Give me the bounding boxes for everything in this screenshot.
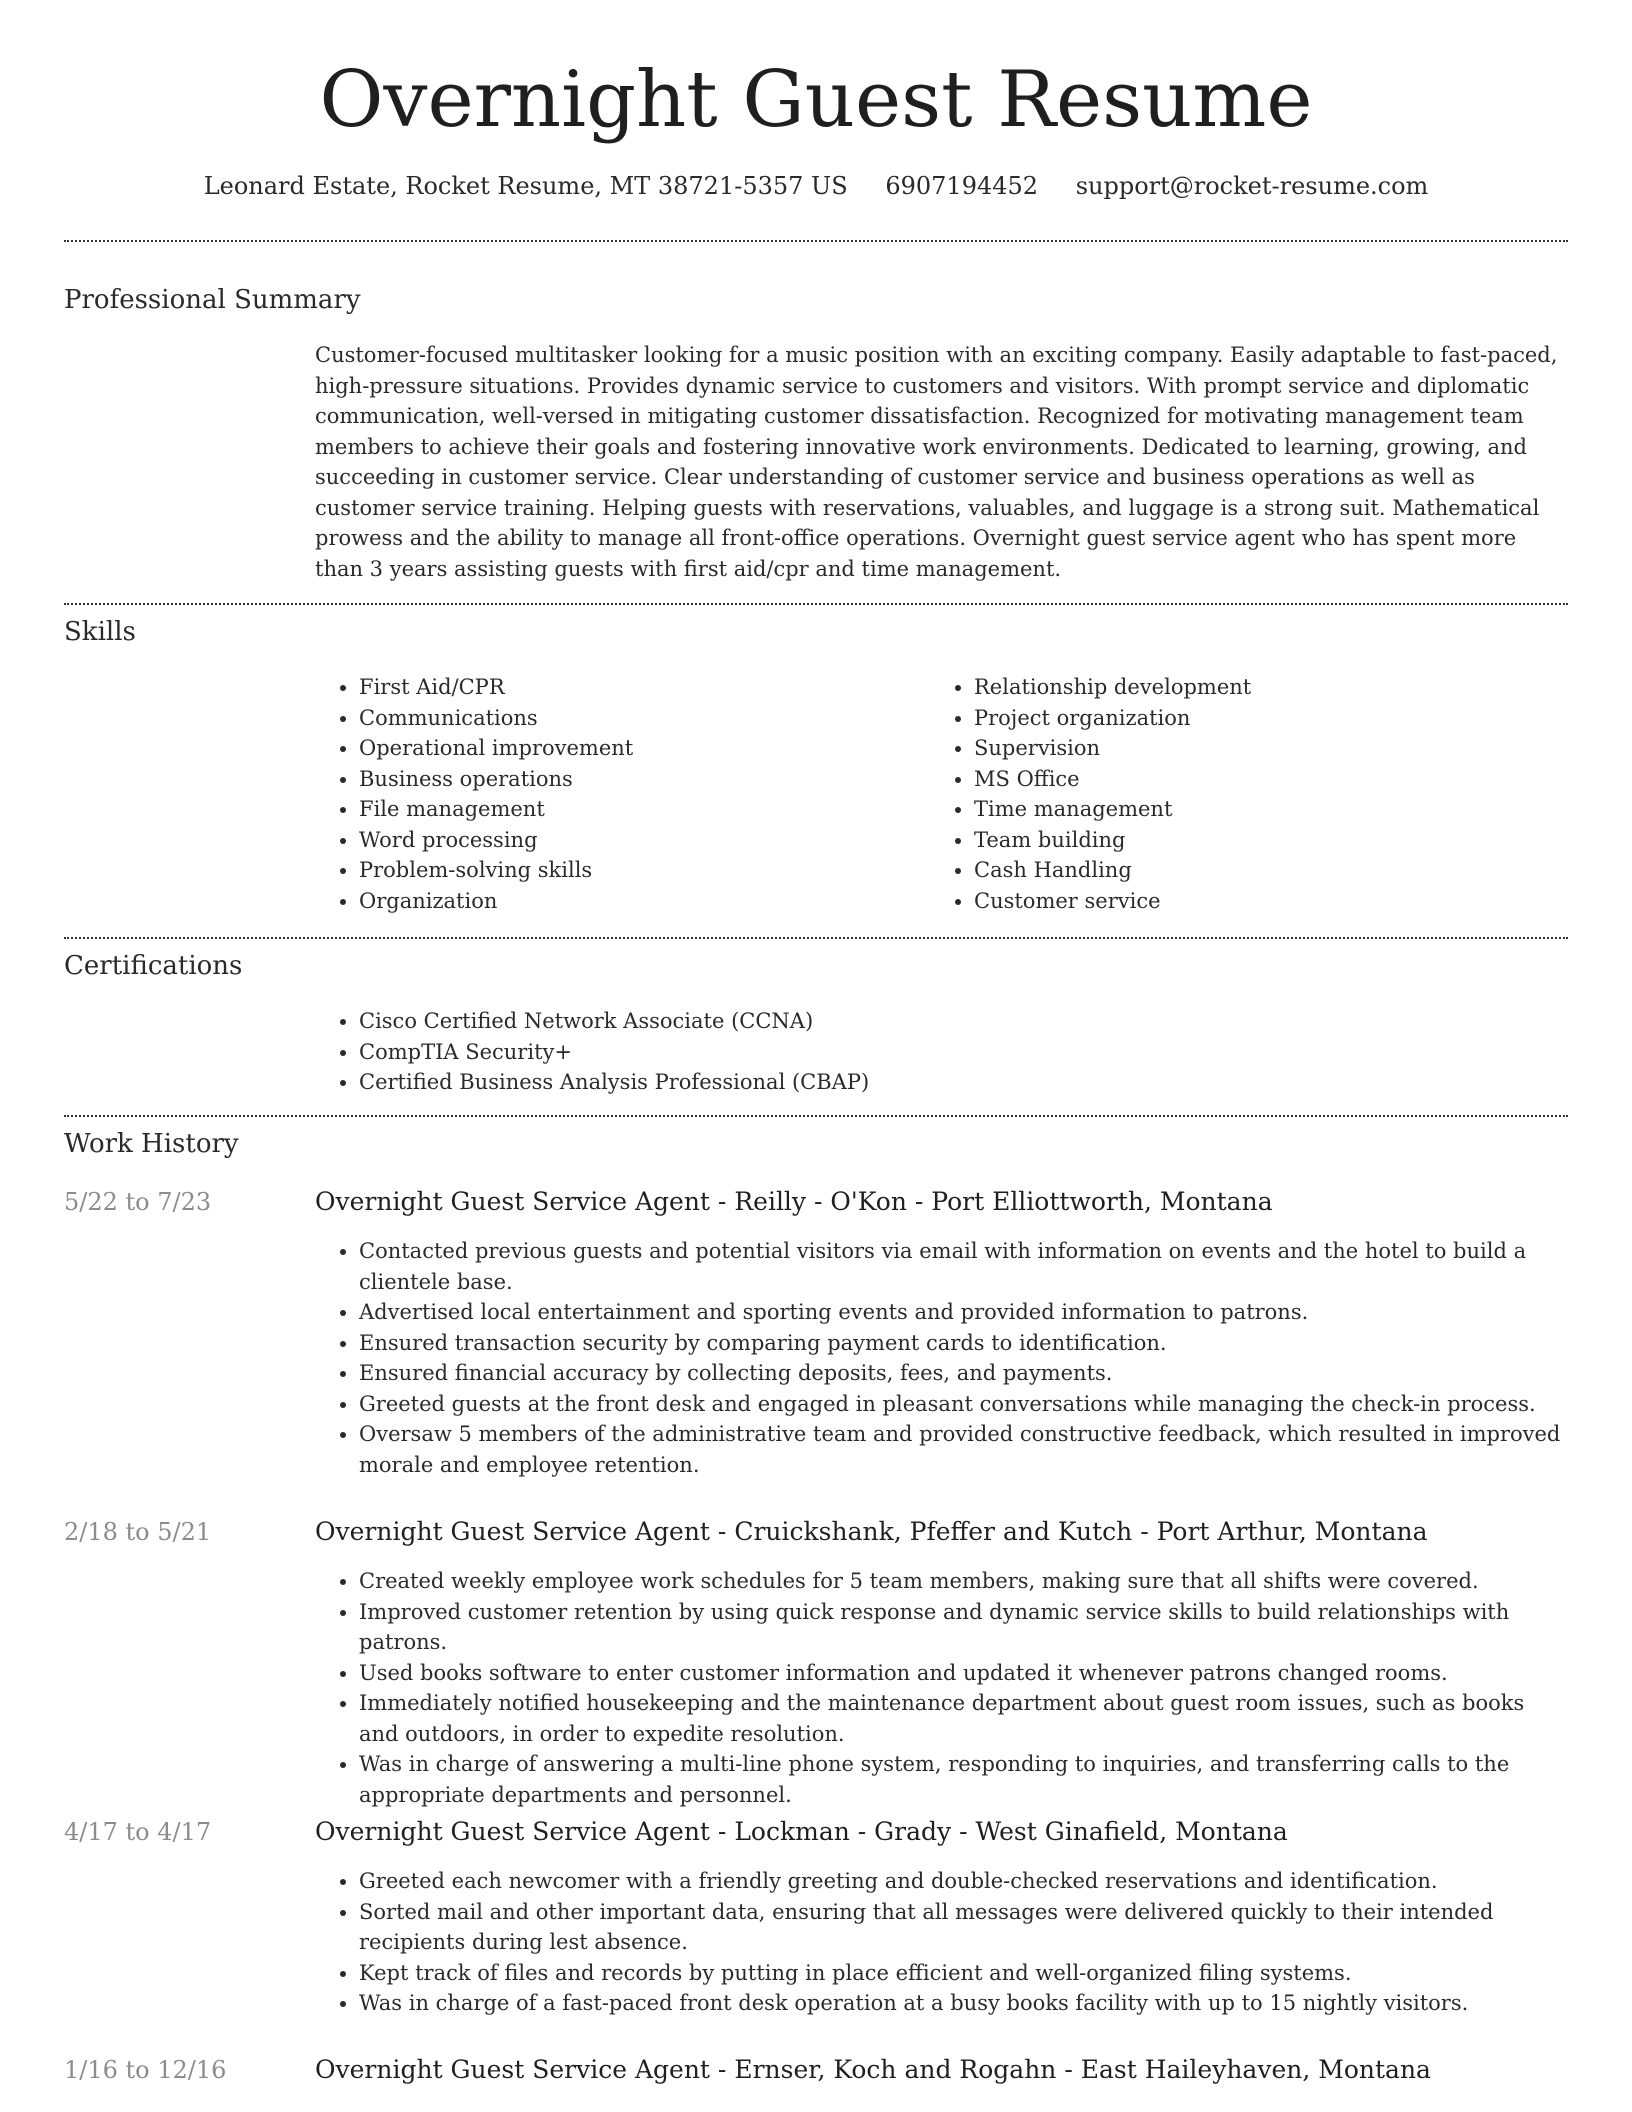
job-bullet-list <box>315 1566 1570 1810</box>
skills-right-list <box>930 672 1530 916</box>
job-dates: 4/17 to 4/17 <box>64 1818 212 1846</box>
divider <box>64 937 1568 939</box>
job-bullets <box>315 1566 1570 1810</box>
list-item: • Relationship development <box>974 672 1530 703</box>
list-item: • Organization <box>359 886 915 917</box>
contact-line <box>0 170 1632 202</box>
list-item: • Cash Handling <box>974 855 1530 886</box>
list-item: • Project organization <box>974 703 1530 734</box>
divider <box>64 603 1568 605</box>
list-item: • Customer service <box>974 886 1530 917</box>
job-title: Overnight Guest Service Agent - Lockman - Grady - West Ginafield, Montana <box>315 1817 1288 1846</box>
divider <box>64 240 1568 242</box>
list-item: • Greeted guests at the front desk and engaged in pleasant conversations while managing the check-in process. <box>359 1389 1570 1420</box>
list-item: • Communications <box>359 703 915 734</box>
list-item: • Advertised local entertainment and sporting events and provided information to patrons. <box>359 1297 1570 1328</box>
job-dates: 2/18 to 5/21 <box>64 1518 212 1546</box>
list-item: • Immediately notified housekeeping and the maintenance department about guest room issues, such as books and outdoors, in order to expedite resolution. <box>359 1688 1570 1749</box>
job-bullet-list <box>315 1866 1570 2019</box>
job-title: Overnight Guest Service Agent - Reilly - O'Kon - Port Elliottworth, Montana <box>315 1187 1273 1216</box>
list-item: • Contacted previous guests and potential visitors via email with information on events and the hotel to build a clientele base. <box>359 1236 1570 1297</box>
job-bullets <box>315 1866 1570 2019</box>
list-item: • First Aid/CPR <box>359 672 915 703</box>
certifications-heading: Certifications <box>64 951 243 981</box>
job-title: Overnight Guest Service Agent - Cruickshank, Pfeffer and Kutch - Port Arthur, Montana <box>315 1517 1428 1546</box>
job-title: Overnight Guest Service Agent - Ernser, Koch and Rogahn - East Haileyhaven, Montana <box>315 2055 1431 2084</box>
list-item: • Greeted each newcomer with a friendly greeting and double-checked reservations and identification. <box>359 1866 1570 1897</box>
skills-right-column <box>930 672 1530 916</box>
job-bullets <box>315 1236 1570 1480</box>
job-bullet-list <box>315 1236 1570 1480</box>
skills-left-list <box>315 672 915 916</box>
work-history-heading: Work History <box>64 1129 239 1159</box>
list-item: • Used books software to enter customer information and updated it whenever patrons changed rooms. <box>359 1658 1570 1689</box>
list-item: • Cisco Certified Network Associate (CCNA) <box>359 1006 1570 1037</box>
list-item: • Oversaw 5 members of the administrative team and provided constructive feedback, which resulted in improved morale and employee retention. <box>359 1419 1570 1480</box>
contact-email[interactable]: support@rocket-resume.com <box>1075 172 1429 200</box>
list-item: • Operational improvement <box>359 733 915 764</box>
summary-text: Customer-focused multitasker looking for a music position with an exciting company. Easily adaptable to fast-paced, high-pressure situations. Provides dynamic service to customers and visitors. With prompt service and diplomatic communication, well-versed in mitigating customer dissatisfaction. Recognized for motivating management team members to achieve their goals and fostering innovative work environments. Dedicated to learning, growing, and succeeding in customer service. Clear understanding of customer service and business operations as well as customer service training. Helping guests with reservations, valuables, and luggage is a strong suit. Mathematical prowess and the ability to manage all front-office operations. Overnight guest service agent who has spent more than 3 years assisting guests with first aid/cpr and time management. <box>315 343 1558 581</box>
list-item: • Sorted mail and other important data, ensuring that all messages were delivered quickly to their intended recipients during lest absence. <box>359 1897 1570 1958</box>
list-item: • Was in charge of a fast-paced front desk operation at a busy books facility with up to 15 nightly visitors. <box>359 1988 1570 2019</box>
divider <box>64 1115 1568 1117</box>
list-item: • Business operations <box>359 764 915 795</box>
job-dates: 5/22 to 7/23 <box>64 1188 212 1216</box>
skills-left-column <box>315 672 915 916</box>
list-item: • CompTIA Security+ <box>359 1037 1570 1068</box>
list-item: • Ensured financial accuracy by collecting deposits, fees, and payments. <box>359 1358 1570 1389</box>
resume-title: Overnight Guest Resume <box>319 55 1313 145</box>
job-dates: 1/16 to 12/16 <box>64 2056 227 2084</box>
skills-heading: Skills <box>64 617 136 647</box>
list-item: • Ensured transaction security by comparing payment cards to identification. <box>359 1328 1570 1359</box>
list-item: • MS Office <box>974 764 1530 795</box>
list-item: • Team building <box>974 825 1530 856</box>
list-item: • Supervision <box>974 733 1530 764</box>
contact-phone: 6907194452 <box>885 172 1039 200</box>
list-item: • Improved customer retention by using quick response and dynamic service skills to build relationships with patrons. <box>359 1597 1570 1658</box>
contact-address: Leonard Estate, Rocket Resume, MT 38721-5357 US <box>203 172 848 200</box>
list-item: • Certified Business Analysis Professional (CBAP) <box>359 1067 1570 1098</box>
list-item: • Created weekly employee work schedules for 5 team members, making sure that all shifts were covered. <box>359 1566 1570 1597</box>
certifications-column <box>315 1006 1570 1098</box>
list-item: • File management <box>359 794 915 825</box>
list-item: • Was in charge of answering a multi-line phone system, responding to inquiries, and transferring calls to the appropriate departments and personnel. <box>359 1749 1570 1810</box>
certifications-list <box>315 1006 1570 1098</box>
summary-heading: Professional Summary <box>64 285 361 315</box>
list-item: • Time management <box>974 794 1530 825</box>
list-item: • Word processing <box>359 825 915 856</box>
list-item: • Problem-solving skills <box>359 855 915 886</box>
list-item: • Kept track of files and records by putting in place efficient and well-organized filing systems. <box>359 1958 1570 1989</box>
